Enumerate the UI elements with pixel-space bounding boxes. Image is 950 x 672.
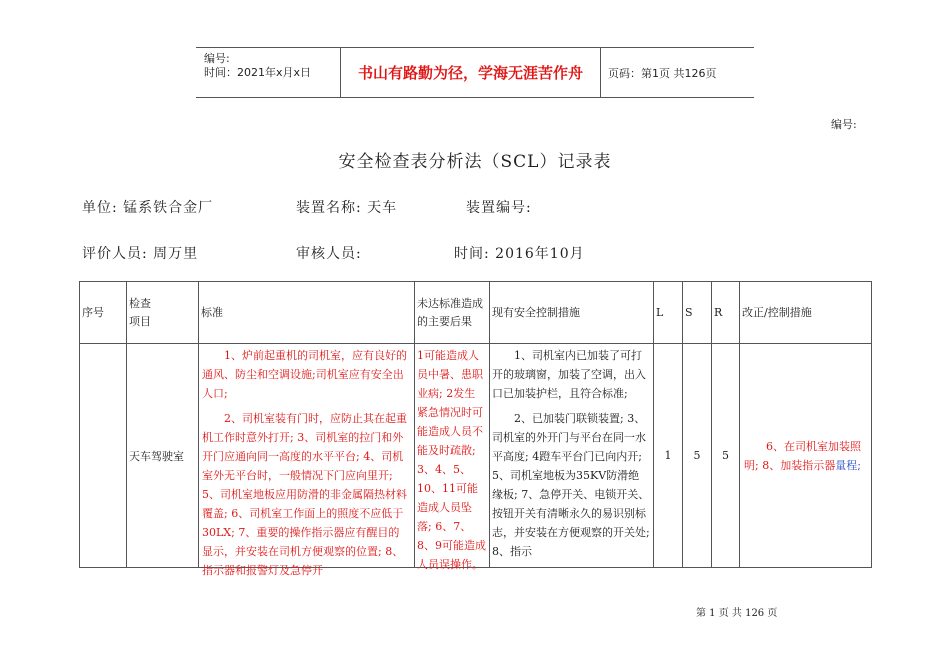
header-l: L <box>654 282 683 344</box>
page-footer: 第 1 页 共 126 页 <box>696 608 778 619</box>
table-header-row <box>80 282 872 344</box>
serial-label: 编号: <box>831 118 857 131</box>
header-motto: 书山有路勤为径，学海无涯苦作舟 <box>340 48 601 97</box>
fix-tail-text: 量程; <box>835 458 861 472</box>
header-no: 序号 <box>80 282 127 344</box>
header-fix: 改正/控制措施 <box>740 282 872 344</box>
header-left <box>196 48 340 97</box>
unit-field: 单位: 锰系铁合金厂 <box>82 200 214 216</box>
evaluator-field: 评价人员: 周万里 <box>82 246 199 262</box>
device-name-field: 装置名称: 天车 <box>296 200 398 216</box>
header-consequence: 未达标准造成的主要后果 <box>415 282 490 344</box>
cell-measures <box>490 344 654 568</box>
document-title: 安全检查表分析法（SCL）记录表 <box>338 152 612 172</box>
cell-consequence <box>415 344 490 571</box>
cell-fix <box>740 344 872 568</box>
table-row <box>80 344 872 568</box>
device-number-field: 装置编号: <box>466 200 532 216</box>
header-r: R <box>712 282 740 344</box>
header-page-label: 页码：第1页 共126页 <box>608 66 717 80</box>
cell-r: 5 <box>712 344 740 568</box>
cell-standard <box>199 344 415 577</box>
cell-item: 天车驾驶室 <box>127 344 199 568</box>
header-item-line1: 检查 <box>129 296 151 310</box>
standard-paragraph-2: 2、司机室装有门时，应防止其在起重机工作时意外打开; 3、司机室的拉门和外开门应通向同一高度的水平平台; 4、司机室外无平台时，一般情况下门应向里开; 5、司机室地板应用防滑的非金属隔热材料覆盖; 6、司机室工作面上的照度不应低于30LX; 7、重要的操作指示器应有醒目的显示，并安装在司机方便观察的位置; 8、指示器和报警灯及急停开 <box>202 412 407 577</box>
header-standard: 标准 <box>199 282 415 344</box>
header-s: S <box>683 282 712 344</box>
header-item-line2: 项目 <box>129 314 151 328</box>
cell-no <box>80 344 127 568</box>
standard-paragraph-1: 1、炉前起重机的司机室，应有良好的通风、防尘和空调设施;司机室应有安全出人口; <box>202 349 407 400</box>
consequence-text: 1可能造成人员中暑、患职业病; 2发生紧急情况时可能造成人员不能及时疏散; 3、4、5、10、11可能造成人员坠落; 6、7、8、9可能造成人员误操作。 <box>417 349 486 571</box>
page-header <box>196 47 754 98</box>
scl-table <box>79 281 872 577</box>
reviewer-field: 审核人员: <box>296 246 362 262</box>
header-item <box>127 282 199 344</box>
header-measures: 现有安全控制措施 <box>490 282 654 344</box>
cell-s: 5 <box>683 344 712 568</box>
measures-paragraph-1: 1、司机室内已加装了可打开的玻璃窗，加装了空调，出入口已加装护栏，且符合标准; <box>492 349 646 400</box>
cell-l: 1 <box>654 344 683 568</box>
time-field: 时间: 2016年10月 <box>454 246 585 262</box>
measures-paragraph-2: 2、已加装门联锁装置; 3、司机室的外开门与平台在同一水平高度; 4蹬车平台门已向内开; 5、司机室地板为35KV防滑绝缘板; 7、急停开关、电锁开关、按钮开关有清晰永久的易识别标志，并安装在方便观察的开关处; 8、指示 <box>492 412 650 558</box>
fix-text: 6、在司机室加装照明; 8、加装指示器 <box>744 439 861 472</box>
header-number-label: 编号: <box>204 52 230 65</box>
header-time-label: 时间：2021年x月x日 <box>204 66 312 79</box>
